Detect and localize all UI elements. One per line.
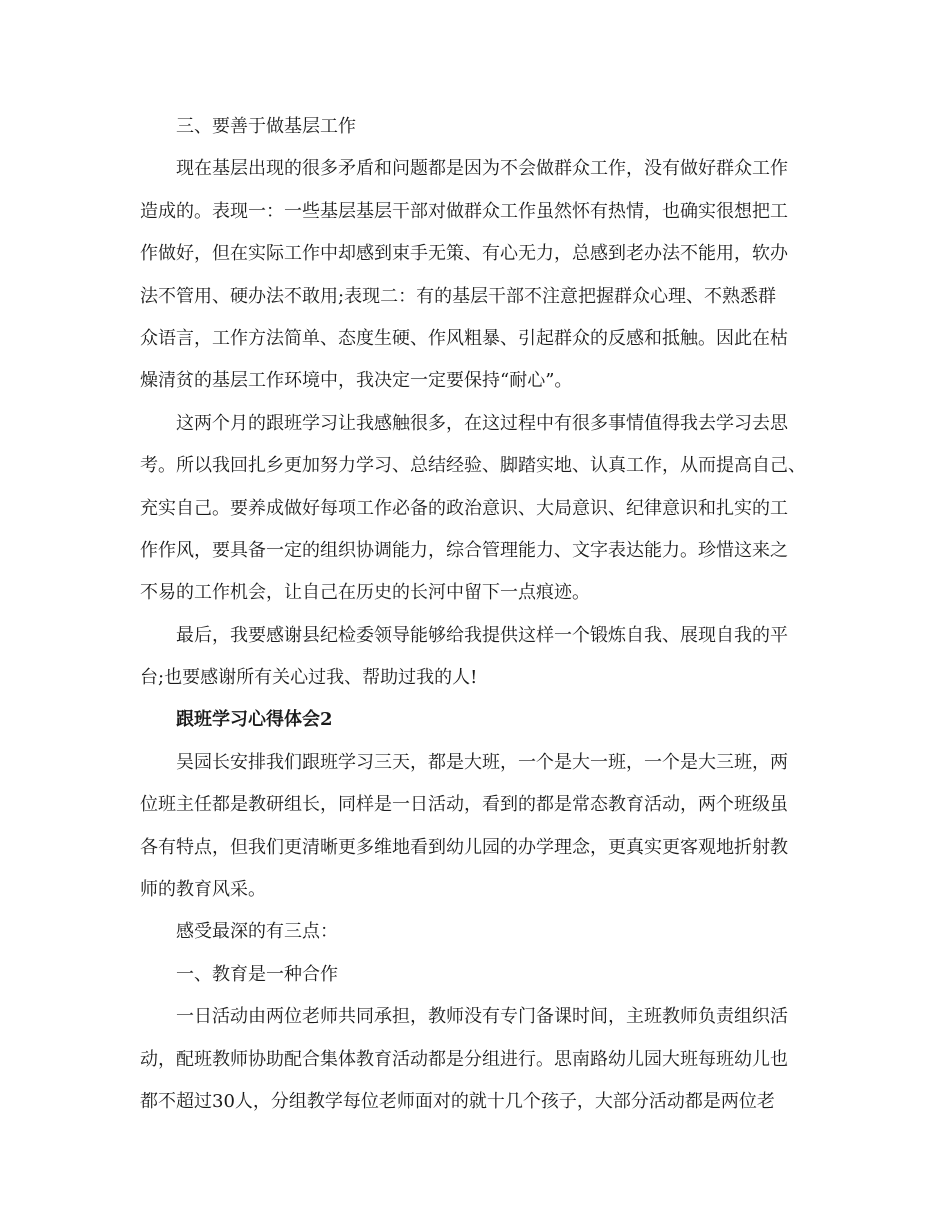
paragraph-line: 都不超过30人，分组教学每位老师面对的就十几个孩子，大部分活动都是两位老 [140,1090,775,1112]
paragraph-line: 最后，我要感谢县纪检委领导能够给我提供这样一个锻炼自我、展现自我的平 [176,624,788,646]
paragraph-line: 感受最深的有三点： [176,921,338,943]
article-title: 跟班学习心得体会2 [176,709,333,731]
paragraph-line: 不易的工作机会，让自己在历史的长河中留下一点痕迹。 [140,582,590,604]
paragraph-line: 台;也要感谢所有关心过我、帮助过我的人! [140,667,478,689]
paragraph-line: 作作风，要具备一定的组织协调能力，综合管理能力、文字表达能力。珍惜这来之 [140,539,788,561]
paragraph-line: 燥清贫的基层工作环境中，我决定一定要保持“耐心”。 [140,370,573,392]
paragraph-line: 师的教育风采。 [140,879,266,901]
paragraph-line: 众语言，工作方法简单、态度生硬、作风粗暴、引起群众的反感和抵触。因此在枯 [140,327,788,349]
paragraph-line: 作做好，但在实际工作中却感到束手无策、有心无力，总感到老办法不能用，软办 [140,243,788,265]
paragraph-line: 吴园长安排我们跟班学习三天，都是大班，一个是大一班，一个是大三班，两 [176,751,788,773]
paragraph-line: 一日活动由两位老师共同承担，教师没有专门备课时间，主班教师负责组织活 [176,1006,788,1028]
paragraph-line: 动，配班教师协助配合集体教育活动都是分组进行。思南路幼儿园大班每班幼儿也 [140,1048,788,1070]
paragraph-line: 充实自己。要养成做好每项工作必备的政治意识、大局意识、纪律意识和扎实的工 [140,497,788,519]
paragraph-line: 法不管用、硬办法不敢用;表现二：有的基层干部不注意把握群众心理、不熟悉群 [140,285,777,307]
paragraph-line: 考。所以我回扎乡更加努力学习、总结经验、脚踏实地、认真工作，从而提高自己、 [140,455,806,477]
paragraph-line: 现在基层出现的很多矛盾和问题都是因为不会做群众工作，没有做好群众工作 [176,158,788,180]
paragraph-line: 这两个月的跟班学习让我感触很多，在这过程中有很多事情值得我去学习去思 [176,412,788,434]
paragraph-line: 位班主任都是教研组长，同样是一日活动，看到的都是常态教育活动，两个班级虽 [140,794,788,816]
paragraph-line: 各有特点，但我们更清晰更多维地看到幼儿园的办学理念，更真实更客观地折射教 [140,836,788,858]
paragraph-line: 造成的。表现一：一些基层基层干部对做群众工作虽然怀有热情，也确实很想把工 [140,200,788,222]
section-heading: 一、教育是一种合作 [176,963,338,985]
document-body [140,106,812,1123]
section-heading: 三、要善于做基层工作 [176,116,356,137]
